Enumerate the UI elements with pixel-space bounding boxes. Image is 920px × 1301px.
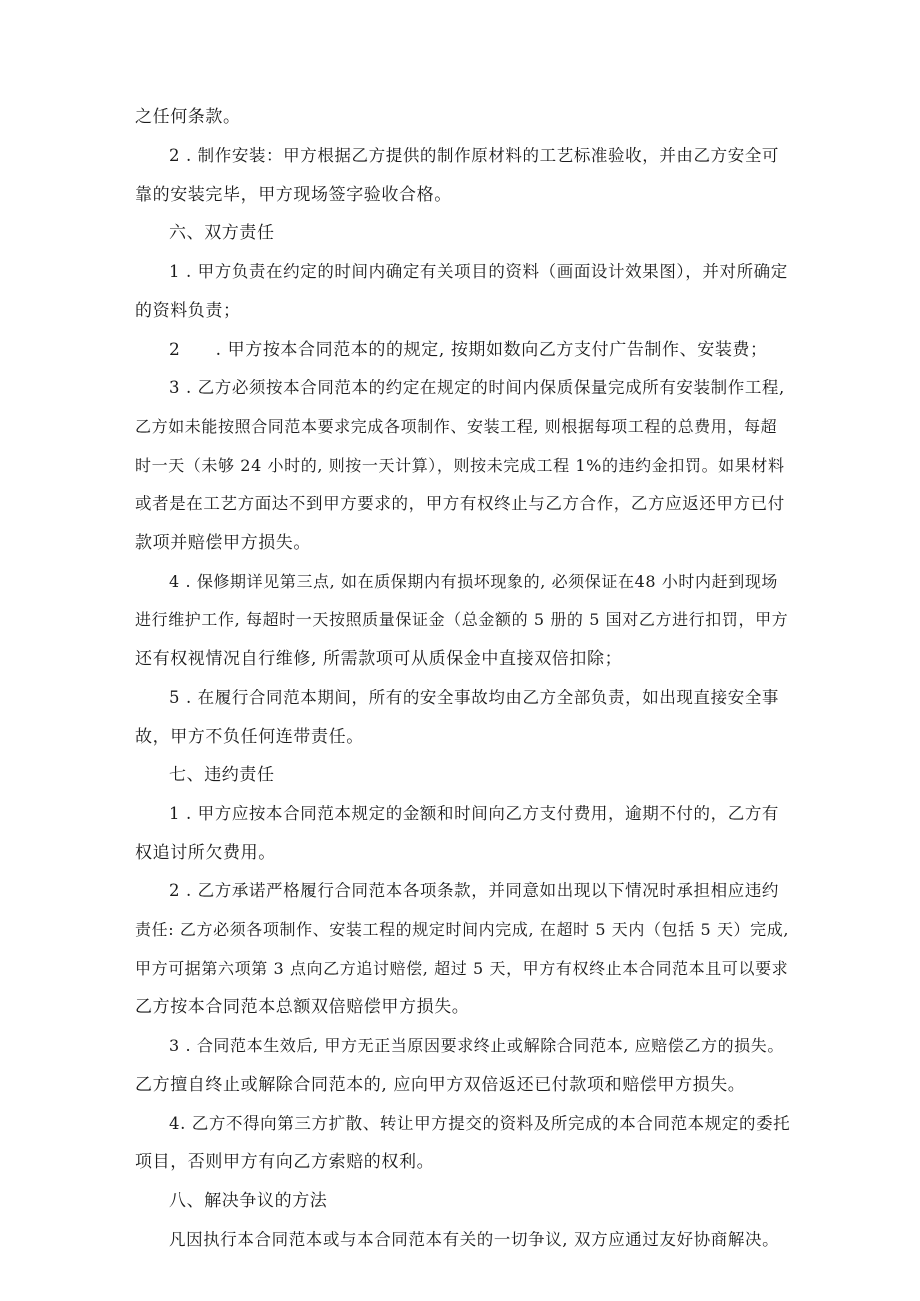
text-line: 或者是在工艺方面达不到甲方要求的，甲方有权终止与乙方合作，乙方应返还甲方已付: [135, 494, 785, 513]
text-line: 凡因执行本合同范本或与本合同范本有关的一切争议, 双方应通过友好协商解决。: [169, 1230, 780, 1249]
text-line: 时一天（未够 24 小时的, 则按一天计算），则按未完成工程 1%的违约金扣罚。如果材料: [135, 456, 785, 475]
text-line: 权追讨所欠费用。: [135, 843, 276, 863]
section-heading: 六、双方责任: [169, 223, 275, 243]
text-line: 还有权视情况自行维修, 所需款项可从质保金中直接双倍扣除；: [135, 649, 623, 669]
text-line: 乙方如未能按照合同范本要求完成各项制作、安装工程, 则根据每项工程的总费用，每超: [135, 417, 778, 436]
text-line: 5 . 在履行合同范本期间，所有的安全事故均由乙方全部负责，如出现直接安全事: [169, 688, 780, 707]
text-line: 1 . 甲方应按本合同范本规定的金额和时间向乙方支付费用，逾期不付的，乙方有: [169, 804, 780, 823]
text-line: 2 . 甲方按本合同范本的的规定, 按期如数向乙方支付广告制作、安装费；: [169, 340, 768, 360]
section-heading: 八、解决争议的方法: [169, 1191, 328, 1211]
text-line: 靠的安装完毕，甲方现场签字验收合格。: [135, 185, 452, 205]
text-line: 4 . 保修期详见第三点, 如在质保期内有损坏现象的, 必须保证在48 小时内赶到现场: [169, 572, 779, 591]
section-heading: 七、违约责任: [169, 765, 275, 785]
text-line: 3 . 乙方必须按本合同范本的约定在规定的时间内保质保量完成所有安装制作工程,: [169, 378, 785, 397]
text-line: 的资料负责；: [135, 301, 241, 321]
text-line: 之任何条款。: [135, 107, 241, 127]
text-line: 进行维护工作, 每超时一天按照质量保证金（总金额的 5 册的 5 国对乙方进行扣罚，甲方: [135, 610, 789, 629]
text-line: 乙方按本合同范本总额双倍赔偿甲方损失。: [135, 997, 470, 1017]
text-line: 故，甲方不负任何连带责任。: [135, 727, 364, 747]
text-line: 2 . 乙方承诺严格履行合同范本各项条款，并同意如出现以下情况时承担相应违约: [169, 881, 780, 900]
text-line: 项目，否则甲方有向乙方索赔的权利。: [135, 1152, 435, 1172]
text-line: 1 . 甲方负责在约定的时间内确定有关项目的资料（画面设计效果图），并对所确定: [169, 262, 788, 281]
text-line: 乙方擅自终止或解除合同范本的, 应向甲方双倍返还已付款项和赔偿甲方损失。: [135, 1075, 746, 1095]
text-line: 甲方可据第六项第 3 点向乙方追讨赔偿, 超过 5 天，甲方有权终止本合同范本且可以要求: [135, 959, 789, 978]
text-line: 3 . 合同范本生效后, 甲方无正当原因要求终止或解除合同范本, 应赔偿乙方的损失。: [169, 1036, 784, 1055]
text-line: 款项并赔偿甲方损失。: [135, 533, 311, 553]
text-line: 2 . 制作安装：甲方根据乙方提供的制作原材料的工艺标准验收，并由乙方安全可: [169, 146, 780, 165]
text-line: 责任: 乙方必须各项制作、安装工程的规定时间内完成, 在超时 5 天内（包括 5 天）完成,: [135, 920, 790, 939]
text-line: 4. 乙方不得向第三方扩散、转让甲方提交的资料及所完成的本合同范本规定的委托: [169, 1114, 791, 1133]
